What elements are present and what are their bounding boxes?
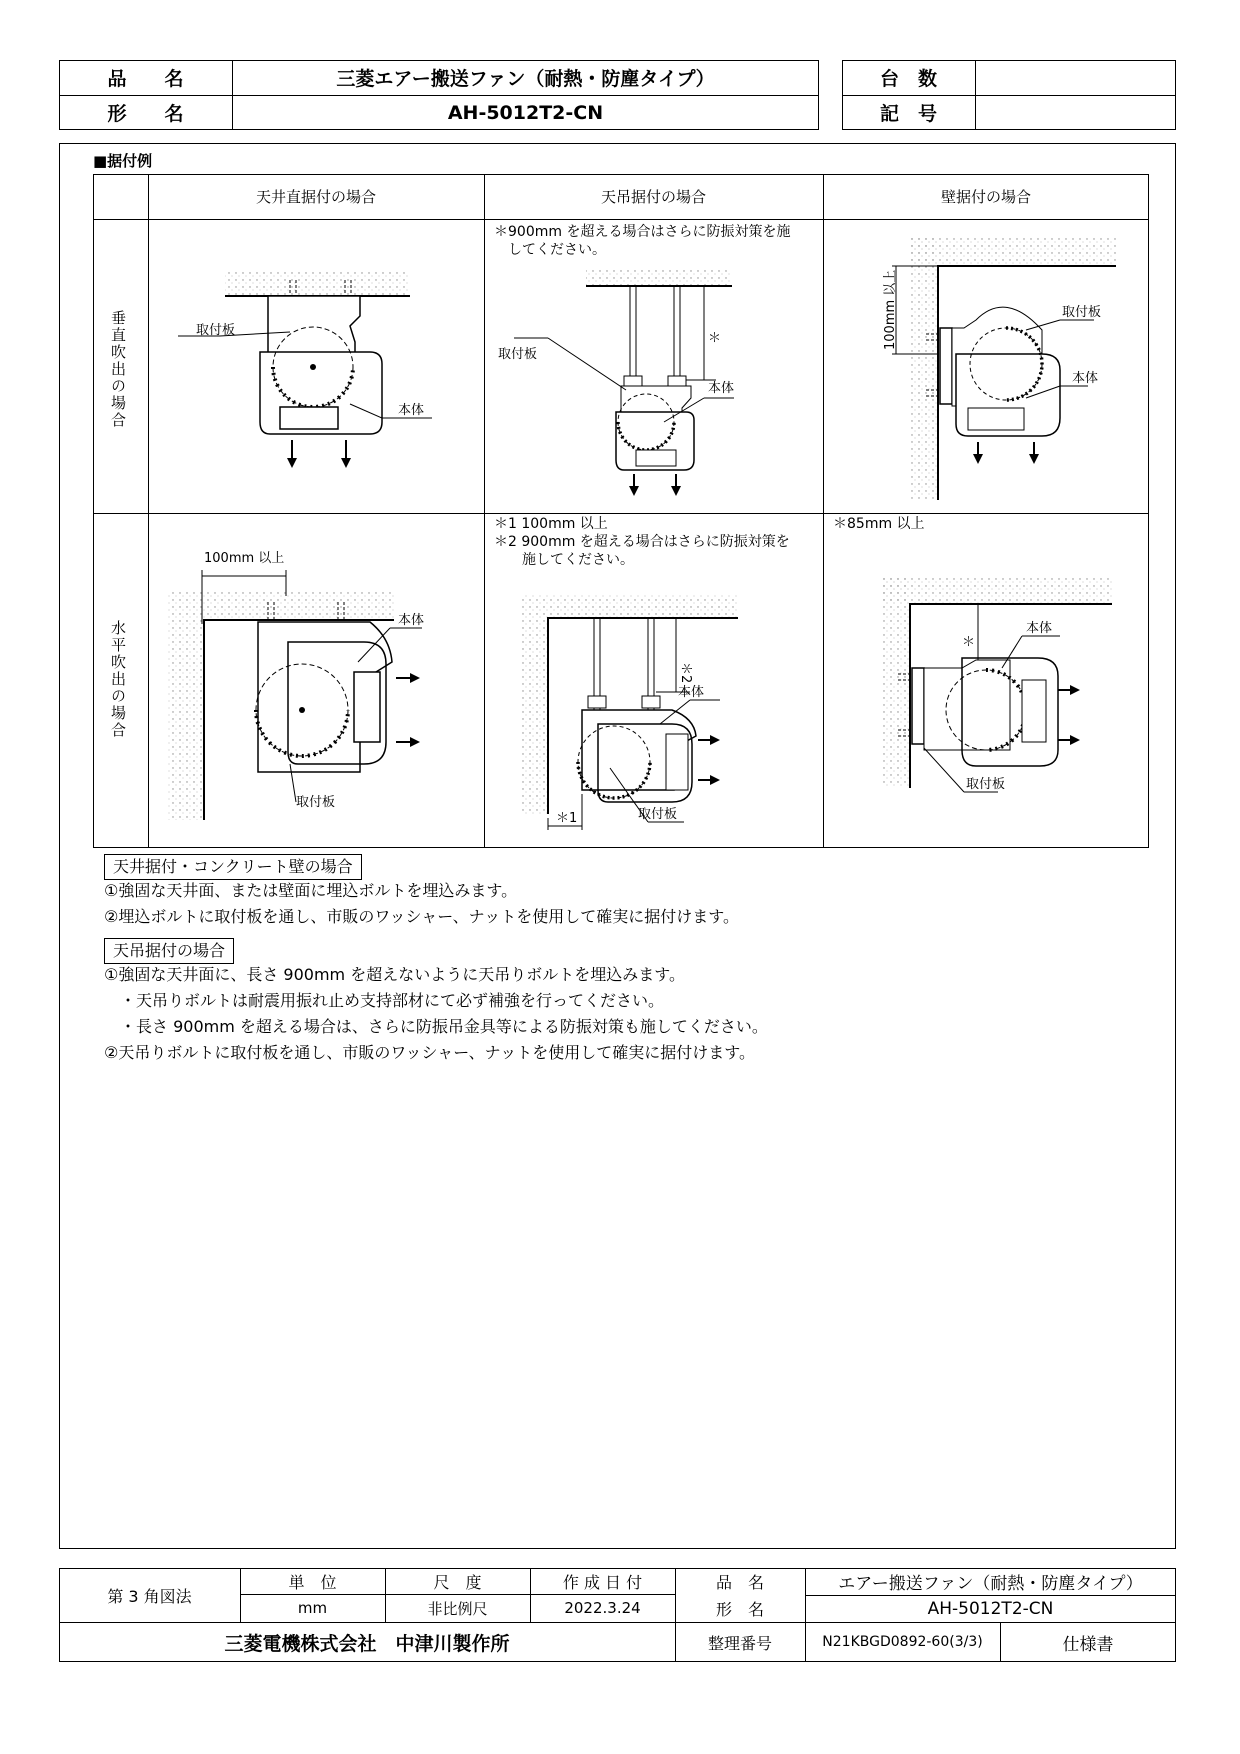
footer-unit-label: 単 位 (288, 1572, 337, 1592)
label-star: ＊ (962, 635, 976, 650)
footer-product-name: エアー搬送ファン（耐熱・防塵タイプ） (838, 1574, 1143, 1594)
label-star: ＊ (708, 331, 722, 346)
footer-unit-value: mm (297, 1599, 328, 1617)
instruction-heading-ceiling-wall: 天井据付・コンクリート壁の場合 (104, 854, 362, 880)
label-mount-plate: 取付板 (966, 777, 1006, 792)
label-100mm: 100mm 以上 (204, 551, 285, 566)
label-body: 本体 (708, 381, 735, 396)
instruction-heading-hang: 天吊据付の場合 (104, 938, 234, 964)
quantity-value (975, 60, 1176, 95)
footer-model: AH-5012T2-CN (927, 1598, 1054, 1619)
label-star1: ＊1 (556, 811, 578, 826)
instruction-line: ・長さ 900mm を超える場合は、さらに防振吊金具等による防振対策も施してください。 (104, 1017, 768, 1036)
col-header-wall: 壁据付の場合 (940, 188, 1031, 206)
footer-date-value: 2022.3.24 (564, 1599, 641, 1617)
footer-projection: 第 3 角図法 (107, 1586, 192, 1606)
footer-ref-number: N21KBGD0892-60(3/3) (822, 1634, 983, 1650)
diagram-ceiling-vertical (150, 222, 482, 510)
col-header-ceiling-direct: 天井直据付の場合 (255, 188, 376, 206)
label-100mm: 100mm 以上 (883, 269, 898, 350)
quantity-label: 台 数 (879, 68, 937, 90)
row-header-vertical: 垂直吹出の場合 (109, 310, 127, 429)
footer-model-label: 形 名 (715, 1600, 764, 1619)
diagram-ceiling-horizontal (150, 542, 482, 842)
instruction-line: ②天吊りボルトに取付板を通し、市販のワッシャー、ナットを使用して確実に据付けます。 (104, 1043, 755, 1062)
label-mount-plate: 取付板 (196, 323, 236, 338)
label-star2: ＊2 (678, 662, 693, 684)
label-body: 本体 (1072, 371, 1099, 386)
footer-product-name-label: 品 名 (715, 1573, 764, 1592)
instruction-line: ①強固な天井面、または壁面に埋込ボルトを埋込みます。 (104, 881, 518, 900)
label-body: 本体 (678, 685, 705, 700)
instruction-line: ②埋込ボルトに取付板を通し、市販のワッシャー、ナットを使用して確実に据付けます。 (104, 907, 739, 926)
symbol-label: 記 号 (879, 103, 937, 125)
footer-scale-value: 非比例尺 (427, 1599, 488, 1618)
label-mount-plate: 取付板 (1062, 305, 1102, 320)
label-mount-plate: 取付板 (638, 807, 678, 822)
label-mount-plate: 取付板 (498, 347, 538, 362)
label-body: 本体 (398, 613, 425, 628)
note-r2c2: ＊1 100mm 以上 ＊2 900mm を超える場合はさらに防振対策を 施してください。 (494, 516, 790, 568)
footer-doc-type: 仕様書 (1062, 1634, 1114, 1655)
footer-company: 三菱電機株式会社 中津川製作所 (224, 1632, 510, 1655)
product-name-value: 三菱エアー搬送ファン（耐熱・防塵タイプ） (336, 68, 715, 90)
model-label: 形 名 (107, 103, 184, 125)
footer-ref-label: 整理番号 (707, 1633, 772, 1653)
symbol-value (975, 95, 1176, 130)
diagram-hang-vertical (486, 262, 820, 510)
footer-scale-label: 尺 度 (433, 1572, 482, 1592)
diagram-hang-horizontal (486, 584, 820, 844)
footer-date-label: 作 成 日 付 (562, 1572, 643, 1592)
label-body: 本体 (1026, 621, 1053, 636)
product-name-label: 品 名 (107, 68, 184, 90)
model-value: AH-5012T2-CN (447, 101, 604, 124)
label-mount-plate: 取付板 (296, 795, 336, 810)
instruction-line: ・天吊りボルトは耐震用振れ止め支持部材にて必ず補強を行ってください。 (104, 991, 665, 1010)
diagram-wall-vertical (826, 230, 1146, 510)
diagram-wall-horizontal (826, 570, 1146, 844)
label-body: 本体 (398, 403, 425, 418)
note-r1c2: ＊900mm を超える場合はさらに防振対策を施 してください。 (494, 224, 791, 258)
instruction-line: ①強固な天井面に、長さ 900mm を超えないように天吊りボルトを埋込みます。 (104, 965, 685, 984)
row-header-horizontal: 水平吹出の場合 (109, 620, 127, 739)
note-r2c3: ＊85mm 以上 (833, 516, 925, 532)
section-title: ■据付例 (93, 152, 153, 170)
col-header-ceiling-hang: 天吊据付の場合 (600, 188, 706, 206)
